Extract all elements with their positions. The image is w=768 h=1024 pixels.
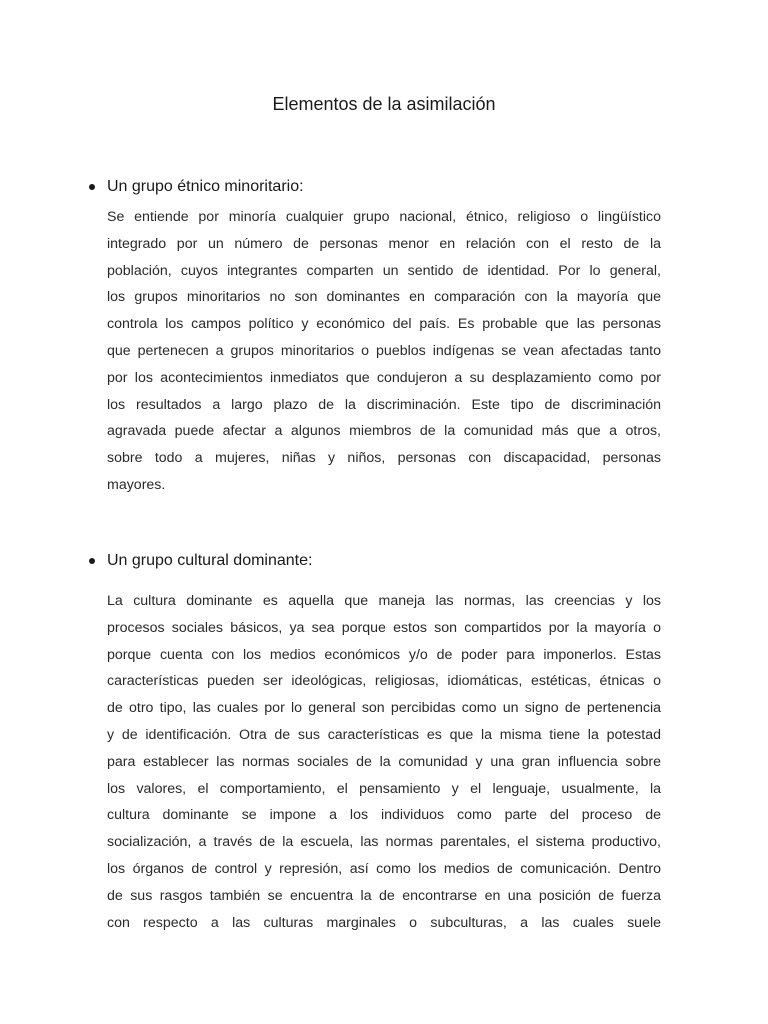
section-heading-label: Un grupo cultural dominante:: [107, 552, 313, 569]
paragraph-line: procesos sociales básicos, ya sea porque estos son compartidos por la mayoría o: [107, 619, 661, 636]
section-heading-dominant-culture: [86, 550, 312, 572]
paragraph-line: con respecto a las culturas marginales o subculturas, a las cuales suele: [107, 914, 661, 931]
paragraph-line: de otro tipo, las cuales por lo general son percibidas como un signo de pertenencia: [107, 700, 661, 717]
paragraph-line: mayores.: [107, 476, 166, 493]
paragraph-line: los órganos de control y represión, así como los medios de comunicación. Dentro: [107, 860, 661, 877]
paragraph-line: los resultados a largo plazo de la discriminación. Este tipo de discriminación: [107, 396, 661, 413]
document-title: Elementos de la asimilación: [272, 94, 496, 114]
paragraph-line: Se entiende por minoría cualquier grupo nacional, étnico, religioso o lingüístico: [107, 209, 661, 225]
section-heading-minority-group: [86, 176, 304, 198]
paragraph-line: población, cuyos integrantes comparten un sentido de identidad. Por lo general,: [107, 262, 661, 279]
paragraph-line: sobre todo a mujeres, niñas y niños, personas con discapacidad, personas: [107, 450, 661, 467]
paragraph-line: que pertenecen a grupos minoritarios o pueblos indígenas se vean afectadas tanto: [107, 342, 661, 359]
paragraph-line: para establecer las normas sociales de la comunidad y una gran influencia sobre: [107, 753, 661, 770]
paragraph-line: por los acontecimientos inmediatos que condujeron a su desplazamiento como por: [107, 369, 661, 386]
paragraph-line: socialización, a través de la escuela, las normas parentales, el sistema productivo,: [107, 834, 661, 851]
paragraph-line: los grupos minoritarios no son dominantes en comparación con la mayoría que: [107, 289, 661, 306]
paragraph-line: porque cuenta con los medios económicos y/o de poder para imponerlos. Estas: [107, 646, 661, 663]
section-heading-label: Un grupo étnico minoritario:: [107, 178, 304, 195]
bullet-icon: [89, 184, 95, 190]
paragraph-line: La cultura dominante es aquella que maneja las normas, las creencias y los: [107, 593, 661, 609]
paragraph-line: de sus rasgos también se encuentra la de encontrarse en una posición de fuerza: [107, 887, 661, 904]
paragraph-line: cultura dominante se impone a los individuos como parte del proceso de: [107, 807, 661, 824]
bullet-icon: [89, 558, 95, 564]
paragraph-line: integrado por un número de personas menor en relación con el resto de la: [107, 235, 661, 252]
paragraph-line: agravada puede afectar a algunos miembros de la comunidad más que a otros,: [107, 423, 661, 440]
paragraph-line: y de identificación. Otra de sus características es que la misma tiene la potestad: [107, 726, 661, 743]
paragraph-line: controla los campos político y económico del país. Es probable que las personas: [107, 316, 661, 333]
paragraph-line: características pueden ser ideológicas, religiosas, idiomáticas, estéticas, étnicas o: [107, 673, 661, 690]
paragraph-line: los valores, el comportamiento, el pensamiento y el lenguaje, usualmente, la: [107, 780, 661, 797]
section-body-dominant-culture: [107, 588, 661, 936]
section-body-minority-group: [107, 204, 661, 499]
